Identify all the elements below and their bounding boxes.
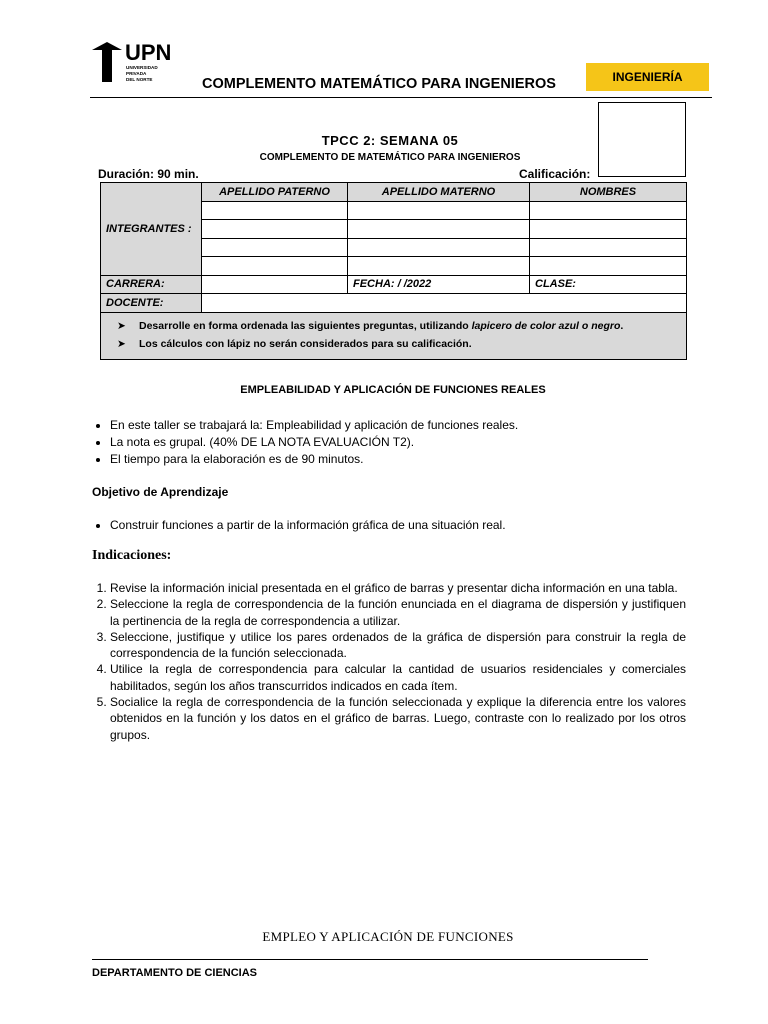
input-cell[interactable]	[348, 238, 530, 257]
assignment-subtitle: COMPLEMENTO DE MATEMÁTICO PARA INGENIEROS	[259, 152, 521, 163]
input-cell[interactable]	[348, 257, 530, 276]
col-header-names: NOMBRES	[530, 183, 687, 202]
arrow-bullet-icon: ➤	[117, 337, 126, 350]
list-item: 2. Seleccione la regla de correspondencia de la función enunciada en el diagrama de dispersión y justifiquen la pertinencia de la regla de correspondencia a utilizar.	[110, 596, 686, 629]
career-label: CARRERA:	[101, 275, 202, 294]
header-divider	[90, 97, 712, 98]
instruction-item	[117, 335, 680, 353]
instructions-cell	[101, 312, 687, 359]
duration-label: Duración: 90 min.	[98, 167, 199, 181]
arrow-bullet-icon: ➤	[117, 319, 126, 332]
input-cell[interactable]	[348, 201, 530, 220]
logo-subtitle-line: UNIVERSIDAD	[126, 65, 158, 70]
list-item: • El tiempo para la elaboración es de 90 minutos.	[110, 451, 710, 468]
input-cell[interactable]	[348, 220, 530, 239]
objective-heading: Objetivo de Aprendizaje	[92, 485, 229, 499]
list-item: 1. Revise la información inicial presentada en el gráfico de barras y presentar dicha información en una tabla.	[110, 580, 686, 596]
input-cell[interactable]	[530, 257, 687, 276]
list-item: 3. Seleccione, justifique y utilice los pares ordenados de la gráfica de dispersión para construir la regla de correspondencia de la función seleccionada.	[110, 629, 686, 662]
col-header-paternal: APELLIDO PATERNO	[202, 183, 348, 202]
class-label: CLASE:	[530, 275, 687, 294]
input-cell[interactable]	[202, 257, 348, 276]
teacher-label: DOCENTE:	[101, 294, 202, 313]
input-cell[interactable]	[530, 220, 687, 239]
faculty-badge: INGENIERÍA	[586, 63, 709, 91]
grade-label: Calificación:	[519, 167, 591, 181]
instruction-item	[117, 317, 680, 335]
list-item: • En este taller se trabajará la: Empleabilidad y aplicación de funciones reales.	[110, 417, 710, 434]
table-header-row	[101, 183, 687, 202]
student-info-table	[100, 182, 687, 360]
footer-department: DEPARTAMENTO DE CIENCIAS	[92, 967, 258, 979]
instruction-text: Desarrolle en forma ordenada las siguientes preguntas, utilizando	[139, 319, 472, 332]
instruction-emphasis: lapicero de color azul o negro	[471, 319, 621, 332]
indications-list	[92, 580, 686, 743]
list-item: 5. Socialice la regla de correspondencia de la función seleccionada y explique la diferencia entre los valores obtenidos en la función y los datos en el gráfico de barras. Luego, contraste con lo realizado por los otros grupos.	[110, 694, 686, 743]
torch-icon	[90, 42, 124, 82]
upn-logo	[90, 42, 180, 86]
members-label: INTEGRANTES :	[106, 222, 192, 235]
col-header-maternal: APELLIDO MATERNO	[348, 183, 530, 202]
career-row	[101, 275, 687, 294]
input-cell[interactable]	[202, 238, 348, 257]
list-item: • La nota es grupal. (40% DE LA NOTA EVALUACIÓN T2).	[110, 434, 710, 451]
teacher-row	[101, 294, 687, 313]
instruction-text: Los cálculos con lápiz no serán considerados para su calificación.	[139, 337, 472, 350]
list-item: 4. Utilice la regla de correspondencia para calcular la cantidad de usuarios residenciales y comerciales habilitados, según los años transcurridos indicados en cada ítem.	[110, 661, 686, 694]
date-label: FECHA: / /2022	[348, 275, 530, 294]
input-cell[interactable]	[202, 201, 348, 220]
input-cell[interactable]	[530, 238, 687, 257]
input-cell[interactable]	[202, 220, 348, 239]
input-cell[interactable]	[530, 201, 687, 220]
logo-subtitle-line: DEL NORTE	[126, 77, 153, 82]
instructions-row	[101, 312, 687, 359]
teacher-input-cell[interactable]	[202, 294, 687, 313]
footer-divider	[92, 959, 648, 960]
grade-box[interactable]	[598, 102, 686, 177]
instruction-suffix: .	[620, 319, 624, 332]
list-item: • Construir funciones a partir de la información gráfica de una situación real.	[110, 518, 710, 532]
section-title: EMPLEABILIDAD Y APLICACIÓN DE FUNCIONES REALES	[240, 384, 546, 396]
indications-heading: Indicaciones:	[92, 548, 172, 563]
info-bullet-list	[92, 417, 710, 468]
course-title: COMPLEMENTO MATEMÁTICO PARA INGENIEROS	[202, 76, 556, 92]
footer-title: EMPLEO Y APLICACIÓN DE FUNCIONES	[262, 929, 514, 944]
logo-subtitle-line: PRIVADA	[126, 71, 147, 76]
career-input-cell[interactable]	[202, 275, 348, 294]
logo-brand: UPN	[125, 40, 172, 65]
members-label-cell	[101, 183, 202, 276]
objective-list	[92, 518, 710, 532]
assignment-title: TPCC 2: SEMANA 05	[321, 133, 459, 148]
